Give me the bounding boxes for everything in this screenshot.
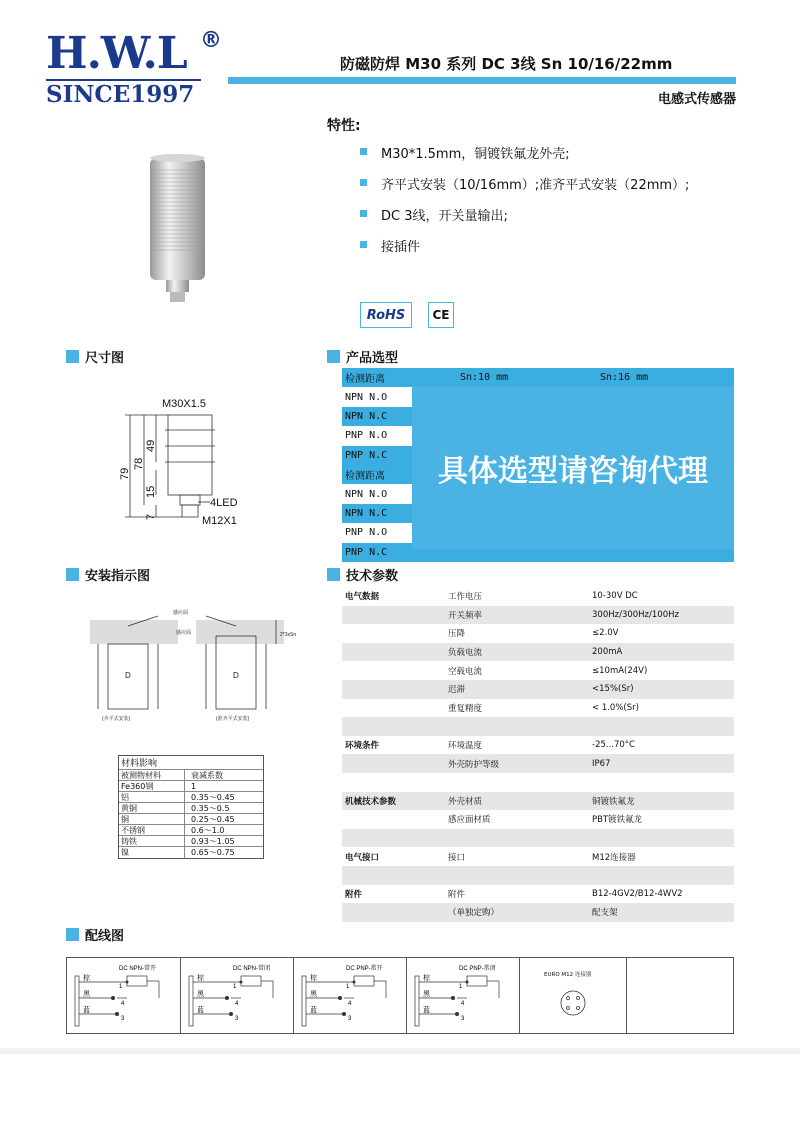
install-d1: D	[125, 671, 131, 680]
wiring-title: DC PNP-常闭	[459, 966, 496, 972]
install-top-label: 感应面	[173, 610, 189, 616]
product-image	[140, 150, 220, 310]
tech-cell: 铜镀铁氟龙	[592, 796, 635, 807]
pin-4-label: 4	[121, 1001, 125, 1007]
dimension-drawing	[110, 390, 260, 540]
tech-cell: PBT镀铁氟龙	[592, 815, 643, 826]
euro-label: EURO M12 连接器	[544, 972, 592, 978]
wiring-panel	[294, 958, 407, 1033]
table-row	[342, 773, 734, 792]
page-title: 防磁防焊 M30 系列 DC 3线 Sn 10/16/22mm	[340, 55, 673, 73]
table-row: 铸铁 0.93～1.05	[119, 836, 263, 847]
install-diagram	[88, 606, 318, 724]
section-selection: 产品选型	[327, 347, 398, 366]
table-row	[342, 829, 734, 848]
pin-1-label: 1	[119, 984, 123, 990]
section-install: 安装指示图	[66, 565, 150, 584]
wiring-schematic	[294, 958, 407, 1033]
features-title: 特性:	[327, 118, 361, 134]
material-table	[118, 755, 264, 859]
pin-1-label: 1	[459, 984, 463, 990]
table-row: NPN N.C	[342, 504, 734, 523]
wire-black-label: 黑	[83, 991, 90, 998]
section-dimension: 尺寸图	[66, 347, 124, 366]
install-d2: D	[233, 671, 239, 680]
wiring-schematic	[67, 958, 181, 1033]
selection-overlay: 具体选型请咨询代理	[412, 386, 734, 550]
tech-cell: 环境条件	[345, 741, 380, 752]
tech-cell: < 1.0%(Sr)	[592, 702, 639, 713]
section-square-icon	[327, 350, 340, 363]
tech-cell: 机械技术参数	[345, 796, 397, 807]
pin-3-label: 3	[348, 1016, 352, 1022]
pin-3-label: 3	[461, 1016, 465, 1022]
feature-item: 接插件	[360, 236, 689, 267]
table-row	[342, 643, 734, 662]
table-row	[342, 754, 734, 773]
pin-4-label: 4	[348, 1001, 352, 1007]
wire-brown-label: 棕	[197, 975, 204, 982]
tech-table	[342, 587, 734, 922]
wiring-title: DC NPN-常开	[119, 966, 156, 972]
tech-cell: 重复精度	[448, 703, 483, 714]
tech-cell: 300Hz/300Hz/100Hz	[592, 609, 679, 620]
dim-15: 15	[145, 485, 157, 498]
rohs-badge: RoHS	[360, 302, 412, 328]
table-row	[342, 903, 734, 922]
euro-connector-panel	[520, 958, 627, 1033]
tech-cell: 压降	[448, 629, 466, 640]
table-row	[342, 624, 734, 643]
pin-3-label: 3	[121, 1016, 125, 1022]
tech-cell: M12连接器	[592, 852, 636, 863]
tech-cell: 环境温度	[448, 741, 483, 752]
install-side-label: 2*3xSn	[280, 632, 297, 638]
dim-78: 78	[133, 457, 145, 470]
table-row: 检测距离	[342, 465, 734, 484]
footer-bar	[0, 1048, 800, 1054]
tech-cell: 负载电流	[448, 648, 483, 659]
tech-cell: 外壳防护等级	[448, 759, 500, 770]
tech-cell: 空载电流	[448, 666, 483, 677]
material-title: 材料影响	[119, 756, 263, 770]
wire-black-label: 黑	[197, 991, 204, 998]
thread-label: M30X1.5	[162, 398, 207, 410]
wire-brown-label: 棕	[423, 975, 430, 982]
table-row: 铝 0.35～0.45	[119, 792, 263, 803]
wiring-title: DC PNP-常开	[346, 966, 383, 972]
pin-1-label: 1	[346, 984, 350, 990]
tech-cell: 200mA	[592, 647, 623, 658]
feature-item: M30*1.5mm，铜镀铁氟龙外壳;	[360, 143, 689, 174]
wiring-panel	[181, 958, 294, 1033]
tech-cell: 工作电压	[448, 592, 483, 603]
section-wiring: 配线图	[66, 925, 124, 944]
tech-cell: 开关频率	[448, 610, 483, 621]
wiring-title: DC NPN-常闭	[233, 966, 270, 972]
table-row: Fe360钢 1	[119, 781, 263, 792]
ce-badge: CE	[428, 302, 454, 328]
bullet-icon	[360, 210, 367, 217]
led-label: 4LED	[210, 497, 238, 509]
wiring-panel	[407, 958, 520, 1033]
table-row	[342, 661, 734, 680]
pin-1-label: 1	[233, 984, 237, 990]
table-row: 被测物材料 衰减系数	[119, 770, 263, 781]
table-row	[342, 717, 734, 736]
table-row	[342, 699, 734, 718]
tech-cell: （单独定购）	[448, 908, 500, 919]
table-row	[342, 810, 734, 829]
brand-since: SINCE1997	[46, 81, 195, 108]
tech-cell: 电气数据	[345, 592, 380, 603]
dim-49: 49	[145, 439, 157, 452]
header-bar	[228, 77, 736, 84]
registered-mark: ®	[200, 28, 222, 53]
section-square-icon	[327, 568, 340, 581]
page-subtitle: 电感式传感器	[657, 92, 736, 107]
table-row: 不锈钢 0.6～1.0	[119, 825, 263, 836]
table-row: NPN N.O	[345, 488, 388, 500]
table-row	[342, 866, 734, 885]
tech-cell: 电气接口	[345, 852, 380, 863]
bullet-icon	[360, 148, 367, 155]
dim-7: 7	[145, 513, 157, 520]
tech-cell: 配支架	[592, 908, 618, 919]
brand-logo: H.W.L	[46, 28, 187, 79]
feature-item: 齐平式安装（10/16mm）;准齐平式安装（22mm）;	[360, 174, 689, 205]
table-row: NPN N.C	[342, 407, 734, 426]
connector-label: M12X1	[202, 515, 237, 527]
table-row	[342, 885, 734, 904]
tech-cell: B12-4GV2/B12-4WV2	[592, 888, 683, 899]
wire-blue-label: 蓝	[423, 1007, 430, 1014]
table-row	[342, 587, 734, 606]
table-row: 黄铜 0.35～0.5	[119, 803, 263, 814]
wire-black-label: 黑	[423, 991, 430, 998]
table-row: 镍 0.65～0.75	[121, 848, 235, 857]
wiring-panel	[67, 958, 181, 1033]
table-row: PNP N.C	[342, 446, 734, 465]
pin-3-label: 3	[235, 1016, 239, 1022]
table-row	[342, 680, 734, 699]
table-row	[342, 847, 734, 866]
wire-blue-label: 蓝	[83, 1007, 90, 1014]
tech-cell: -25...70°C	[592, 740, 635, 751]
section-tech: 技术参数	[327, 565, 398, 584]
pin-4-label: 4	[461, 1001, 465, 1007]
table-row: PNP N.O	[345, 430, 388, 442]
table-row	[342, 736, 734, 755]
table-row	[342, 606, 734, 625]
tech-cell: 10-30V DC	[592, 591, 638, 602]
install-mid-label: 感应面	[176, 630, 192, 636]
table-row	[342, 792, 734, 811]
empty-panel	[627, 958, 733, 1033]
wiring-schematic	[181, 958, 294, 1033]
wire-blue-label: 蓝	[310, 1007, 317, 1014]
tech-cell: 附件	[345, 889, 363, 900]
wiring-schematic	[407, 958, 520, 1033]
install-left-label: (齐平式安装)	[102, 716, 131, 722]
tech-cell: ≤10mA(24V)	[592, 665, 648, 676]
tech-cell: 迟滞	[448, 685, 466, 696]
wire-blue-label: 蓝	[197, 1007, 204, 1014]
install-right-label: (准齐平式安装)	[216, 716, 250, 722]
wire-black-label: 黑	[310, 991, 317, 998]
tech-cell: <15%(Sr)	[592, 684, 634, 695]
wire-brown-label: 棕	[310, 975, 317, 982]
tech-cell: 感应面材质	[448, 815, 491, 826]
tech-cell: ≤2.0V	[592, 628, 619, 639]
table-row: 铜 0.25～0.45	[119, 814, 263, 825]
tech-cell: 附件	[448, 889, 466, 900]
wire-brown-label: 棕	[83, 975, 90, 982]
table-row: PNP N.C	[342, 543, 734, 562]
features-list	[360, 143, 689, 267]
tech-cell: 接口	[448, 852, 466, 863]
section-square-icon	[66, 350, 79, 363]
section-square-icon	[66, 928, 79, 941]
section-square-icon	[66, 568, 79, 581]
pin-4-label: 4	[235, 1001, 239, 1007]
table-row: 检测距离 Sn:10 mm Sn:16 mm	[342, 368, 734, 387]
bullet-icon	[360, 179, 367, 186]
tech-cell: IP67	[592, 758, 611, 769]
feature-item: DC 3线，开关量输出;	[360, 205, 689, 236]
wiring-diagrams	[66, 957, 734, 1034]
tech-cell: 外壳材质	[448, 796, 483, 807]
dim-79: 79	[119, 467, 131, 480]
table-row: PNP N.O	[345, 527, 388, 539]
bullet-icon	[360, 241, 367, 248]
table-row: NPN N.O	[345, 391, 388, 403]
